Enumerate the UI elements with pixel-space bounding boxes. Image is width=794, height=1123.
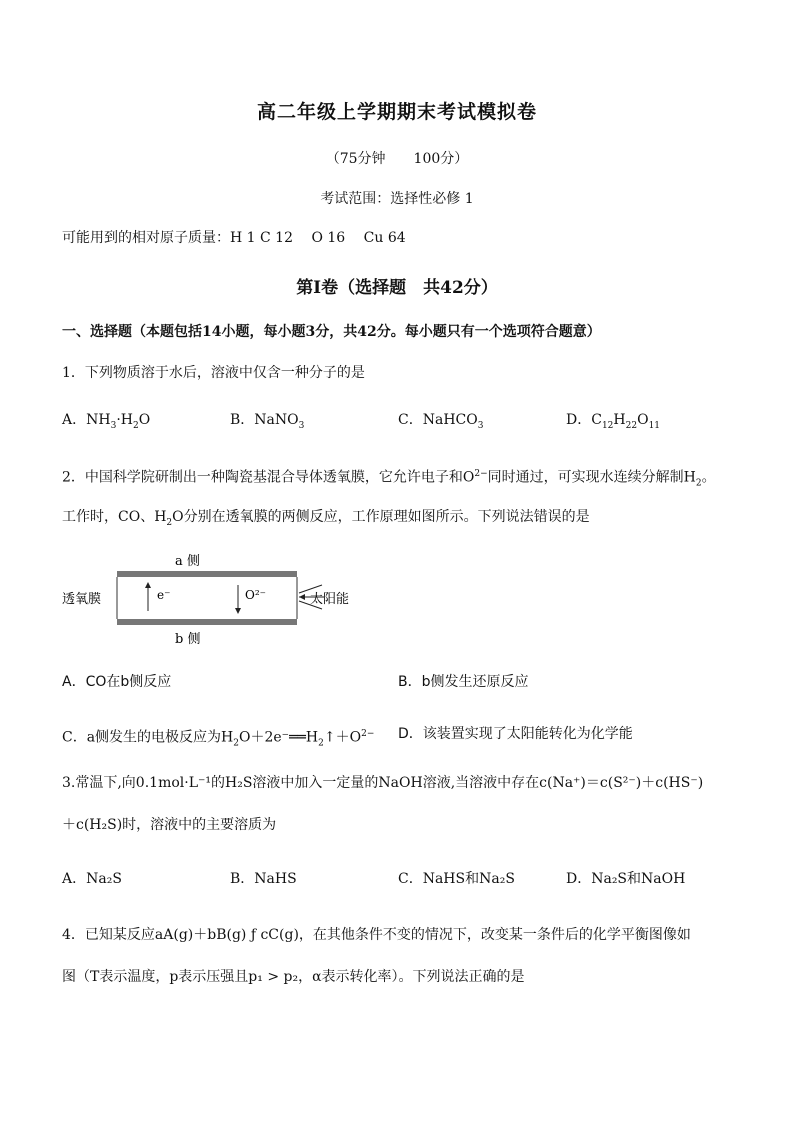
membrane-top-layer [117, 571, 297, 577]
solar-arrowhead [299, 594, 305, 600]
q1-option-c: C．NaHCO$_3$ [398, 412, 484, 431]
section-instructions: 一、选择题（本题包括14小题，每小题3分，共42分。每小题只有一个选项符合题意） [62, 324, 601, 340]
membrane-label: 透氧膜 [62, 592, 102, 607]
q2-option-b: B．b侧发生还原反应 [398, 674, 529, 690]
q3-option-c: C．NaHS和Na₂S [398, 871, 515, 887]
q3-option-a: A．Na₂S [62, 871, 122, 887]
q2-stem-line1: 2．中国科学院研制出一种陶瓷基混合导体透氧膜，它允许电子和$O^{2-}$同时通过，可实现水连续分解制$H_2$。 [62, 469, 716, 489]
atomic-mass-line: 可能用到的相对原子质量：H 1 C 12 O 16 Cu 64 [62, 230, 406, 246]
oxide-label: O²⁻ [245, 588, 266, 602]
exam-scope: 考试范围：选择性必修 1 [320, 191, 474, 207]
q2-option-c: C．a侧发生的电极反应为$H_2O+2e^-══H_2↑+O^{2-}$ [62, 729, 375, 749]
side-b-label: b 侧 [175, 632, 201, 647]
exam-time: （75分钟 100分） [325, 151, 469, 167]
page-title: 高二年级上学期期末考试模拟卷 [256, 101, 537, 123]
q1-stem: 1．下列物质溶于水后，溶液中仅含一种分子的是 [62, 365, 365, 381]
electron-label: e⁻ [157, 588, 171, 602]
q3-option-d: D．Na₂S和NaOH [566, 871, 686, 887]
q3-stem-line2: ＋c(H₂S)时，溶液中的主要溶质为 [62, 817, 277, 833]
q2-stem-line2: 工作时，CO、$H_2O$分别在透氧膜的两侧反应，工作原理如图所示。下列说法错误的是 [62, 509, 590, 528]
q4-stem-line1: 4．已知某反应aA(g)＋bB(g) ƒ cC(g)，在其他条件不变的情况下，改变某一条件后的化学平衡图像如 [62, 927, 691, 943]
q4-stem-line2: 图（T表示温度，p表示压强且p₁ > p₂，α表示转化率）。下列说法正确的是 [62, 969, 525, 985]
q1-option-b: B．NaNO$_3$ [230, 412, 305, 431]
q3-stem-line1: 3.常温下,向0.1mol·L⁻¹的H₂S溶液中加入一定量的NaOH溶液,当溶液中存在c(Na⁺)＝c(S²⁻)＋c(HS⁻) [62, 775, 704, 791]
side-a-label: a 侧 [175, 554, 200, 569]
oxygen-membrane-diagram [62, 547, 362, 652]
membrane-bottom-layer [117, 619, 297, 625]
electron-arrow-head [145, 582, 151, 588]
solar-label: 太阳能 [310, 592, 350, 607]
q2-option-a: A．CO在b侧反应 [62, 674, 172, 690]
q1-option-a: A．$NH_3\cdot H_2O$ [62, 412, 151, 431]
q2-option-d: D．该装置实现了太阳能转化为化学能 [398, 726, 633, 742]
section-title: 第Ⅰ卷（选择题 共42分） [296, 278, 498, 298]
q3-option-b: B．NaHS [230, 871, 297, 887]
oxide-arrow-head [235, 608, 241, 614]
q1-option-d: D．$C_{12}H_{22}O_{11}$ [566, 412, 661, 431]
